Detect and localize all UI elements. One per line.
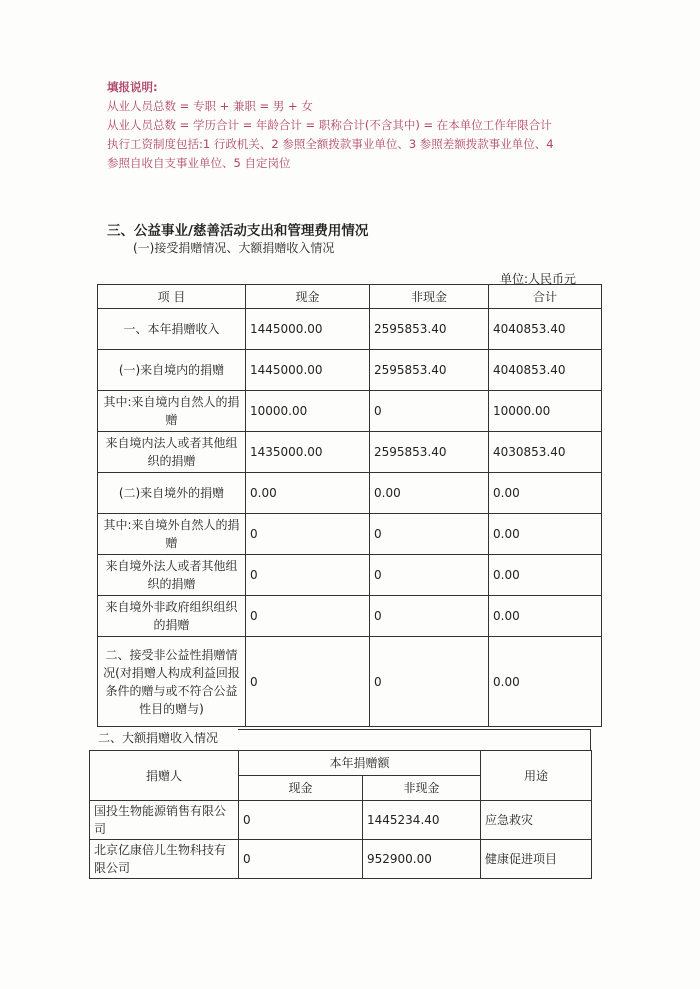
row-label: 其中:来自境内自然人的捐赠 [98,391,246,432]
header-noncash: 非现金 [370,285,489,309]
cash-cell: 1435000.00 [246,432,370,473]
header-noncash: 非现金 [363,776,481,801]
noncash-cell: 0 [370,637,489,727]
instructions-title: 填报说明: [107,80,158,94]
total-cell: 4040853.40 [489,350,602,391]
total-cell: 0.00 [489,473,602,514]
row-label: 来自境外非政府组织组织的捐赠 [98,596,246,637]
table-row [98,391,602,432]
table-row [98,637,602,727]
donor-cell: 北京亿康倍儿生物科技有限公司 [90,840,239,879]
row-label: 来自境外法人或者其他组织的捐赠 [98,555,246,596]
cash-cell: 1445000.00 [246,350,370,391]
header-cash: 现金 [246,285,370,309]
cash-cell: 0.00 [246,473,370,514]
instruction-line: 参照自收自支事业单位、5 自定岗位 [107,156,291,170]
noncash-cell: 0 [370,391,489,432]
cash-cell: 0 [239,801,363,840]
header-cash: 现金 [239,776,363,801]
instruction-line: 从业人员总数 = 专职 + 兼职 = 男 + 女 [107,99,313,113]
row-label: 二、接受非公益性捐赠情况(对捐赠人构成利益回报条件的赠与或不符合公益性目的赠与) [98,637,246,727]
noncash-cell: 2595853.40 [370,350,489,391]
noncash-cell: 952900.00 [363,840,481,879]
table-row [90,840,592,879]
row-label: 一、本年捐赠收入 [98,309,246,350]
noncash-cell: 0.00 [370,473,489,514]
noncash-cell: 0 [370,555,489,596]
table-row [98,309,602,350]
cash-cell: 0 [246,555,370,596]
noncash-cell: 2595853.40 [370,432,489,473]
total-cell: 0.00 [489,637,602,727]
table-header-row [90,751,592,776]
row-label: (一)来自境内的捐赠 [98,350,246,391]
table-row [98,514,602,555]
table-row [98,432,602,473]
large-donation-table [89,750,592,879]
purpose-cell: 健康促进项目 [481,840,592,879]
cash-cell: 1445000.00 [246,309,370,350]
donor-cell: 国投生物能源销售有限公司 [90,801,239,840]
purpose-cell: 应急救灾 [481,801,592,840]
noncash-cell: 0 [370,596,489,637]
instruction-line: 执行工资制度包括:1 行政机关、2 参照全额拨款事业单位、3 参照差额拨款事业单位、4 [107,137,554,151]
header-item: 项 目 [98,285,246,309]
total-cell: 4030853.40 [489,432,602,473]
total-cell: 10000.00 [489,391,602,432]
cash-cell: 0 [246,514,370,555]
noncash-cell: 2595853.40 [370,309,489,350]
instruction-line: 从业人员总数 = 学历合计 = 年龄合计 = 职称合计(不含其中) = 在本单位工作年限合计 [107,118,552,132]
noncash-cell: 0 [370,514,489,555]
large-donation-title-border [238,729,591,750]
row-label: (二)来自境外的捐赠 [98,473,246,514]
unit-label: 单位:人民币元 [500,272,577,286]
filling-instructions [107,78,687,173]
row-label: 其中:来自境外自然人的捐赠 [98,514,246,555]
cash-cell: 10000.00 [246,391,370,432]
row-label: 来自境内法人或者其他组织的捐赠 [98,432,246,473]
donation-income-table [97,284,602,727]
section-subtitle: (一)接受捐赠情况、大额捐赠收入情况 [133,241,335,255]
table-header-row [98,285,602,309]
section-title: 三、公益事业/慈善活动支出和管理费用情况 [107,223,369,239]
total-cell: 0.00 [489,596,602,637]
large-donation-title: 二、大额捐赠收入情况 [98,731,219,745]
table-row [98,473,602,514]
table-row [98,596,602,637]
total-cell: 0.00 [489,514,602,555]
cash-cell: 0 [239,840,363,879]
header-purpose: 用途 [481,751,592,801]
cash-cell: 0 [246,596,370,637]
table-row [98,350,602,391]
total-cell: 4040853.40 [489,309,602,350]
total-cell: 0.00 [489,555,602,596]
table-row [98,555,602,596]
noncash-cell: 1445234.40 [363,801,481,840]
table-row [90,801,592,840]
cash-cell: 0 [246,637,370,727]
header-total: 合计 [489,285,602,309]
header-amount: 本年捐赠额 [239,751,481,776]
header-donor: 捐赠人 [90,751,239,801]
